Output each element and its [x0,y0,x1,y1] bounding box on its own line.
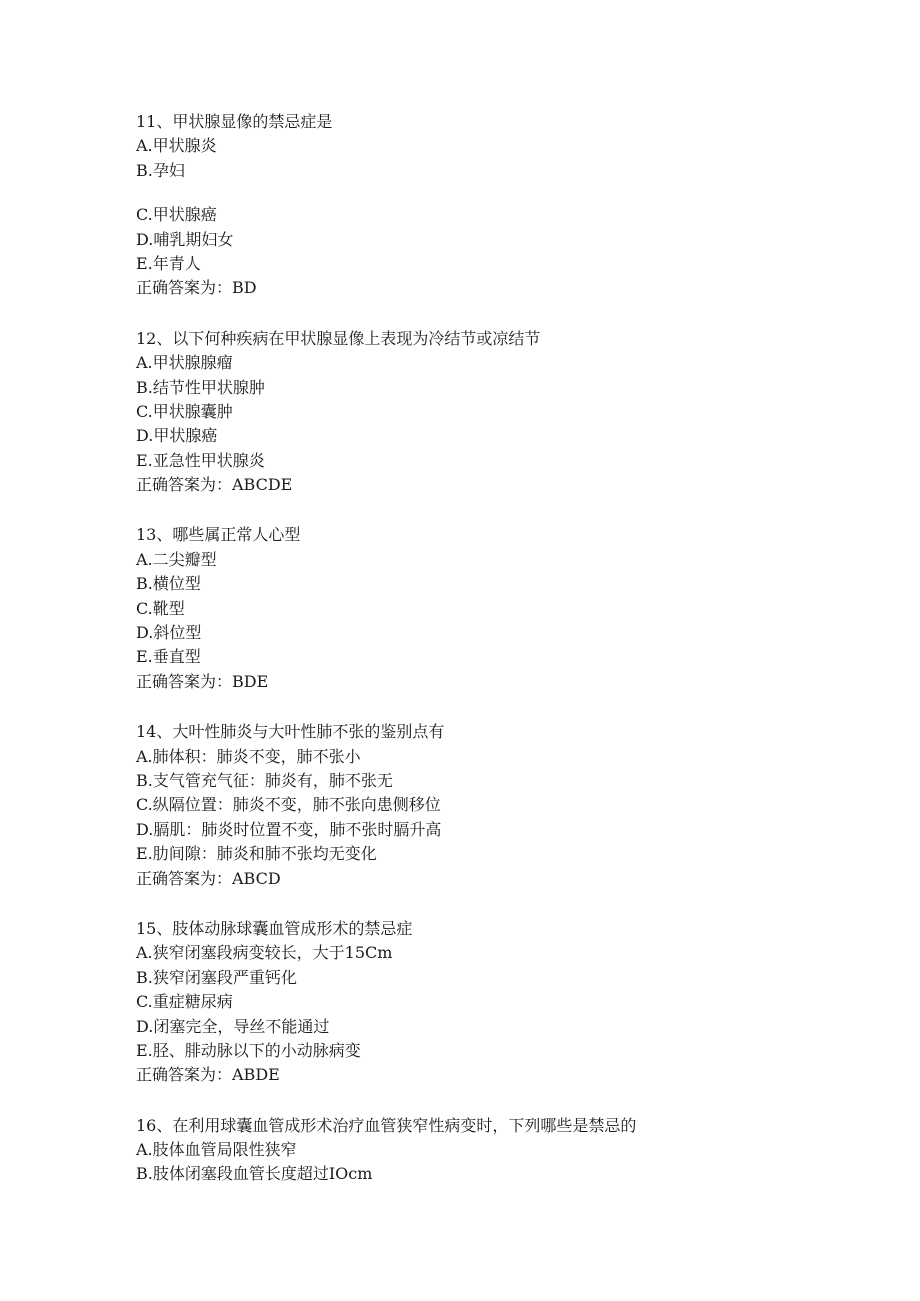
option-d: D.斜位型 [136,623,202,643]
option-d: D.闭塞完全，导丝不能通过 [136,1016,330,1036]
option-d: D.膈肌：肺炎时位置不变，肺不张时膈升高 [136,819,442,839]
option-b: B.横位型 [136,574,201,594]
option-e: E.肋间隙：肺炎和肺不张均无变化 [136,844,377,864]
answer-line: 正确答案为：BDE [136,671,269,691]
question-stem: 11、甲状腺显像的禁忌症是 [136,112,333,131]
question-15 [136,917,896,1088]
question-11 [136,110,896,301]
option-d: D.甲状腺癌 [136,426,218,446]
option-b: B.支气管充气征：肺炎有，肺不张无 [136,770,393,790]
option-a: A.甲状腺腺瘤 [136,353,233,373]
question-stem: 13、哪些属正常人心型 [136,525,301,545]
option-e: E.胫、腓动脉以下的小动脉病变 [136,1040,361,1060]
option-a: A.肺体积：肺炎不变，肺不张小 [136,746,361,766]
option-b: B.结节性甲状腺肿 [136,377,265,397]
option-e: E.年青人 [136,253,201,273]
option-c: C.纵隔位置：肺炎不变，肺不张向患侧移位 [136,795,441,815]
option-c: C.甲状腺囊肿 [136,401,233,421]
question-stem: 16、在利用球囊血管成形术治疗血管狭窄性病变时，下列哪些是禁忌的 [136,1115,637,1135]
question-16 [136,1114,896,1187]
document-page [136,110,896,1213]
question-14 [136,720,896,891]
question-stem: 12、以下何种疾病在甲状腺显像上表现为冷结节或凉结节 [136,328,541,348]
option-e: E.垂直型 [136,647,201,667]
option-c: C.重症糖尿病 [136,992,233,1012]
option-c: C.甲状腺癌 [136,205,217,225]
option-b: B.狭窄闭塞段严重钙化 [136,967,297,987]
option-a: A.甲状腺炎 [136,136,217,156]
question-13 [136,523,896,694]
answer-line: 正确答案为：ABCD [136,868,281,888]
option-a: A.狭窄闭塞段病变较长，大于15Cm [136,943,393,963]
option-d: D.哺乳期妇女 [136,229,234,249]
question-stem: 14、大叶性肺炎与大叶性肺不张的鉴别点有 [136,722,445,742]
option-b: B.孕妇 [136,160,185,180]
option-c: C.靴型 [136,598,185,618]
answer-line: 正确答案为：ABDE [136,1065,280,1085]
option-e: E.亚急性甲状腺炎 [136,450,265,470]
question-stem: 15、肢体动脉球囊血管成形术的禁忌症 [136,918,413,938]
option-a: A.肢体血管局限性狭窄 [136,1140,297,1160]
answer-line: 正确答案为：BD [136,278,257,298]
question-12 [136,327,896,498]
blank-gap [136,183,896,203]
answer-line: 正确答案为：ABCDE [136,475,293,495]
option-b: B.肢体闭塞段血管长度超过IOcm [136,1164,373,1184]
option-a: A.二尖瓣型 [136,549,217,569]
